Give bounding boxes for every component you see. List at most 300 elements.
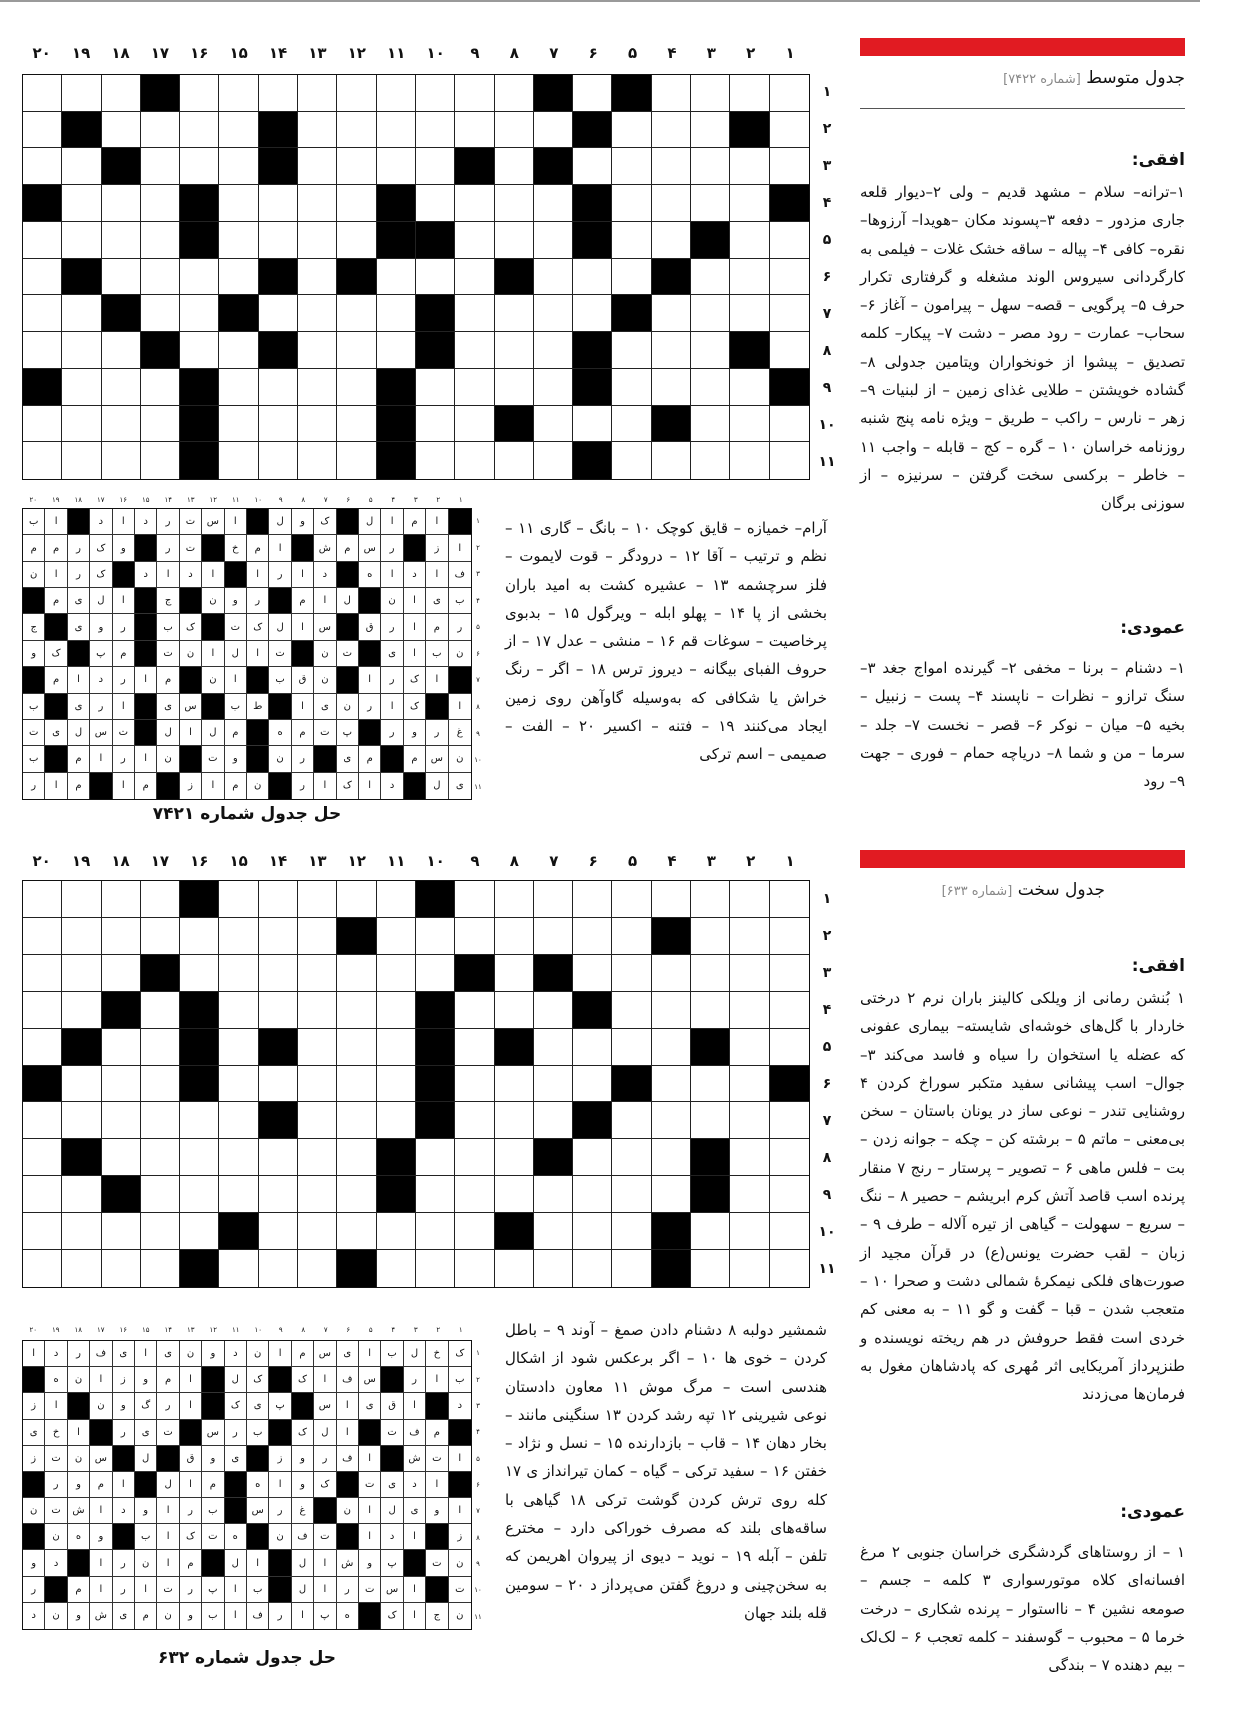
grid-cell[interactable] (259, 442, 298, 479)
grid-cell[interactable] (495, 918, 534, 955)
grid-cell[interactable] (495, 295, 534, 332)
grid-cell[interactable] (141, 1213, 180, 1250)
grid-cell[interactable] (23, 1176, 62, 1213)
grid-cell[interactable] (298, 442, 337, 479)
grid-cell[interactable] (730, 222, 769, 259)
grid-cell[interactable] (298, 259, 337, 296)
grid-cell[interactable] (730, 442, 769, 479)
grid-cell[interactable] (691, 955, 730, 992)
grid-cell[interactable] (337, 332, 376, 369)
grid-cell[interactable] (23, 406, 62, 443)
grid-cell[interactable] (730, 259, 769, 296)
grid-cell[interactable] (62, 1176, 101, 1213)
grid-cell[interactable] (337, 369, 376, 406)
grid-cell[interactable] (337, 1066, 376, 1103)
grid-cell[interactable] (691, 75, 730, 112)
grid-cell[interactable] (455, 259, 494, 296)
grid-cell[interactable] (612, 1029, 651, 1066)
grid-cell[interactable] (180, 1139, 219, 1176)
grid-cell[interactable] (23, 259, 62, 296)
grid-cell[interactable] (102, 881, 141, 918)
grid-cell[interactable] (770, 1029, 809, 1066)
grid-cell[interactable] (298, 1029, 337, 1066)
grid-cell[interactable] (495, 185, 534, 222)
grid-cell[interactable] (377, 918, 416, 955)
grid-cell[interactable] (770, 295, 809, 332)
grid-cell[interactable] (770, 1250, 809, 1287)
grid-cell[interactable] (652, 185, 691, 222)
grid-cell[interactable] (534, 295, 573, 332)
grid-cell[interactable] (219, 148, 258, 185)
grid-cell[interactable] (612, 955, 651, 992)
grid-cell[interactable] (337, 1102, 376, 1139)
grid-cell[interactable] (691, 369, 730, 406)
grid-cell[interactable] (416, 1213, 455, 1250)
grid-cell[interactable] (455, 369, 494, 406)
grid-cell[interactable] (573, 1250, 612, 1287)
grid-cell[interactable] (377, 1066, 416, 1103)
grid-cell[interactable] (23, 955, 62, 992)
grid-cell[interactable] (377, 332, 416, 369)
grid-cell[interactable] (691, 406, 730, 443)
grid-cell[interactable] (219, 881, 258, 918)
grid-cell[interactable] (259, 369, 298, 406)
grid-cell[interactable] (377, 148, 416, 185)
grid-cell[interactable] (730, 1213, 769, 1250)
grid-cell[interactable] (495, 112, 534, 149)
grid-cell[interactable] (612, 881, 651, 918)
grid-cell[interactable] (416, 955, 455, 992)
grid-cell[interactable] (691, 295, 730, 332)
grid-cell[interactable] (102, 185, 141, 222)
grid-cell[interactable] (534, 1250, 573, 1287)
grid-cell[interactable] (23, 881, 62, 918)
grid-cell[interactable] (534, 918, 573, 955)
grid-cell[interactable] (259, 918, 298, 955)
grid-cell[interactable] (62, 369, 101, 406)
grid-cell[interactable] (219, 992, 258, 1029)
grid-cell[interactable] (770, 222, 809, 259)
grid-cell[interactable] (455, 1213, 494, 1250)
grid-cell[interactable] (259, 881, 298, 918)
grid-cell[interactable] (455, 1176, 494, 1213)
grid-cell[interactable] (573, 955, 612, 992)
grid-cell[interactable] (141, 185, 180, 222)
grid-cell[interactable] (62, 332, 101, 369)
grid-cell[interactable] (102, 955, 141, 992)
grid-cell[interactable] (102, 918, 141, 955)
grid-cell[interactable] (534, 332, 573, 369)
grid-cell[interactable] (180, 1213, 219, 1250)
grid-cell[interactable] (259, 1066, 298, 1103)
grid-cell[interactable] (180, 295, 219, 332)
grid-cell[interactable] (102, 332, 141, 369)
grid-cell[interactable] (495, 369, 534, 406)
grid-cell[interactable] (62, 295, 101, 332)
grid-cell[interactable] (612, 259, 651, 296)
grid-cell[interactable] (770, 1102, 809, 1139)
grid-cell[interactable] (573, 148, 612, 185)
grid-cell[interactable] (573, 1176, 612, 1213)
grid-cell[interactable] (455, 332, 494, 369)
grid-cell[interactable] (298, 295, 337, 332)
grid-cell[interactable] (612, 185, 651, 222)
grid-cell[interactable] (141, 918, 180, 955)
grid-cell[interactable] (730, 369, 769, 406)
grid-cell[interactable] (377, 881, 416, 918)
grid-cell[interactable] (23, 1029, 62, 1066)
grid-cell[interactable] (730, 1176, 769, 1213)
grid-cell[interactable] (612, 992, 651, 1029)
grid-cell[interactable] (23, 1213, 62, 1250)
grid-cell[interactable] (612, 1250, 651, 1287)
grid-cell[interactable] (102, 1139, 141, 1176)
grid-cell[interactable] (573, 881, 612, 918)
grid-cell[interactable] (612, 332, 651, 369)
grid-cell[interactable] (612, 1176, 651, 1213)
grid-cell[interactable] (573, 295, 612, 332)
grid-cell[interactable] (102, 442, 141, 479)
grid-cell[interactable] (337, 1213, 376, 1250)
grid-cell[interactable] (652, 112, 691, 149)
grid-cell[interactable] (534, 1029, 573, 1066)
grid-cell[interactable] (691, 112, 730, 149)
grid-cell[interactable] (23, 1139, 62, 1176)
grid-cell[interactable] (298, 332, 337, 369)
grid-cell[interactable] (377, 1029, 416, 1066)
grid-cell[interactable] (337, 992, 376, 1029)
grid-cell[interactable] (495, 955, 534, 992)
grid-cell[interactable] (573, 1139, 612, 1176)
grid-cell[interactable] (691, 148, 730, 185)
grid-cell[interactable] (62, 406, 101, 443)
grid-cell[interactable] (337, 881, 376, 918)
grid-cell[interactable] (770, 1176, 809, 1213)
grid-cell[interactable] (534, 185, 573, 222)
grid-cell[interactable] (730, 185, 769, 222)
grid-cell[interactable] (102, 1066, 141, 1103)
grid-cell[interactable] (455, 881, 494, 918)
grid-cell[interactable] (259, 1250, 298, 1287)
grid-cell[interactable] (102, 259, 141, 296)
grid-cell[interactable] (730, 406, 769, 443)
grid-cell[interactable] (23, 75, 62, 112)
grid-cell[interactable] (612, 442, 651, 479)
grid-cell[interactable] (534, 1066, 573, 1103)
grid-cell[interactable] (691, 1066, 730, 1103)
grid-cell[interactable] (691, 332, 730, 369)
grid-cell[interactable] (62, 1213, 101, 1250)
grid-cell[interactable] (219, 1250, 258, 1287)
grid-cell[interactable] (62, 1102, 101, 1139)
grid-cell[interactable] (337, 1139, 376, 1176)
grid-cell[interactable] (298, 1102, 337, 1139)
grid-cell[interactable] (259, 406, 298, 443)
grid-cell[interactable] (612, 918, 651, 955)
grid-cell[interactable] (219, 1102, 258, 1139)
grid-cell[interactable] (730, 1139, 769, 1176)
grid-cell[interactable] (102, 1213, 141, 1250)
grid-cell[interactable] (730, 1066, 769, 1103)
grid-cell[interactable] (730, 148, 769, 185)
grid-cell[interactable] (62, 442, 101, 479)
grid-cell[interactable] (455, 918, 494, 955)
grid-cell[interactable] (62, 918, 101, 955)
grid-cell[interactable] (612, 222, 651, 259)
grid-cell[interactable] (23, 112, 62, 149)
grid-cell[interactable] (62, 881, 101, 918)
grid-cell[interactable] (298, 1066, 337, 1103)
grid-cell[interactable] (141, 1250, 180, 1287)
grid-cell[interactable] (652, 332, 691, 369)
grid-cell[interactable] (652, 148, 691, 185)
grid-cell[interactable] (770, 881, 809, 918)
grid-cell[interactable] (259, 295, 298, 332)
grid-cell[interactable] (337, 406, 376, 443)
grid-cell[interactable] (691, 442, 730, 479)
grid-cell[interactable] (612, 1139, 651, 1176)
grid-cell[interactable] (298, 148, 337, 185)
grid-cell[interactable] (691, 259, 730, 296)
grid-cell[interactable] (455, 406, 494, 443)
grid-cell[interactable] (455, 295, 494, 332)
grid-cell[interactable] (219, 1139, 258, 1176)
grid-cell[interactable] (298, 918, 337, 955)
grid-cell[interactable] (652, 295, 691, 332)
grid-cell[interactable] (62, 222, 101, 259)
grid-cell[interactable] (770, 955, 809, 992)
grid-cell[interactable] (495, 148, 534, 185)
grid-cell[interactable] (612, 148, 651, 185)
grid-cell[interactable] (180, 112, 219, 149)
grid-cell[interactable] (337, 1029, 376, 1066)
grid-cell[interactable] (730, 75, 769, 112)
grid-cell[interactable] (219, 222, 258, 259)
grid-cell[interactable] (259, 75, 298, 112)
grid-cell[interactable] (612, 369, 651, 406)
grid-cell[interactable] (770, 112, 809, 149)
grid-cell[interactable] (534, 1176, 573, 1213)
grid-cell[interactable] (534, 881, 573, 918)
grid-cell[interactable] (534, 442, 573, 479)
grid-cell[interactable] (377, 992, 416, 1029)
grid-cell[interactable] (770, 406, 809, 443)
grid-cell[interactable] (298, 1176, 337, 1213)
grid-cell[interactable] (259, 222, 298, 259)
grid-cell[interactable] (23, 1102, 62, 1139)
grid-cell[interactable] (298, 112, 337, 149)
grid-cell[interactable] (180, 259, 219, 296)
grid-cell[interactable] (23, 1250, 62, 1287)
grid-cell[interactable] (691, 918, 730, 955)
grid-cell[interactable] (573, 1066, 612, 1103)
grid-cell[interactable] (298, 1139, 337, 1176)
grid-cell[interactable] (219, 406, 258, 443)
grid-cell[interactable] (416, 112, 455, 149)
grid-cell[interactable] (141, 222, 180, 259)
grid-cell[interactable] (455, 1029, 494, 1066)
grid-cell[interactable] (102, 75, 141, 112)
grid-cell[interactable] (416, 259, 455, 296)
grid-cell[interactable] (495, 222, 534, 259)
grid-cell[interactable] (534, 112, 573, 149)
grid-cell[interactable] (102, 1250, 141, 1287)
grid-cell[interactable] (455, 222, 494, 259)
grid-cell[interactable] (691, 1213, 730, 1250)
grid-cell[interactable] (298, 222, 337, 259)
grid-cell[interactable] (259, 955, 298, 992)
grid-cell[interactable] (416, 442, 455, 479)
grid-cell[interactable] (298, 992, 337, 1029)
grid-cell[interactable] (180, 1176, 219, 1213)
grid-cell[interactable] (23, 332, 62, 369)
grid-cell[interactable] (455, 1102, 494, 1139)
grid-cell[interactable] (495, 881, 534, 918)
grid-cell[interactable] (612, 1102, 651, 1139)
grid-cell[interactable] (730, 918, 769, 955)
grid-cell[interactable] (691, 185, 730, 222)
grid-cell[interactable] (455, 1250, 494, 1287)
grid-cell[interactable] (691, 1102, 730, 1139)
grid-cell[interactable] (416, 406, 455, 443)
grid-cell[interactable] (141, 1102, 180, 1139)
grid-cell[interactable] (652, 75, 691, 112)
grid-cell[interactable] (652, 1139, 691, 1176)
grid-cell[interactable] (455, 185, 494, 222)
grid-cell[interactable] (141, 881, 180, 918)
grid-cell[interactable] (337, 442, 376, 479)
grid-cell[interactable] (298, 75, 337, 112)
grid-cell[interactable] (219, 112, 258, 149)
grid-cell[interactable] (219, 1176, 258, 1213)
grid-cell[interactable] (102, 406, 141, 443)
grid-cell[interactable] (416, 185, 455, 222)
grid-cell[interactable] (377, 112, 416, 149)
grid-cell[interactable] (62, 955, 101, 992)
grid-cell[interactable] (23, 992, 62, 1029)
grid-cell[interactable] (377, 295, 416, 332)
grid-cell[interactable] (141, 406, 180, 443)
grid-cell[interactable] (730, 1250, 769, 1287)
grid-cell[interactable] (770, 918, 809, 955)
grid-cell[interactable] (730, 881, 769, 918)
grid-cell[interactable] (416, 1250, 455, 1287)
grid-cell[interactable] (770, 442, 809, 479)
grid-cell[interactable] (298, 1250, 337, 1287)
grid-cell[interactable] (337, 75, 376, 112)
grid-cell[interactable] (612, 406, 651, 443)
grid-cell[interactable] (337, 148, 376, 185)
grid-cell[interactable] (534, 222, 573, 259)
grid-cell[interactable] (259, 1139, 298, 1176)
grid-cell[interactable] (377, 1213, 416, 1250)
grid-cell[interactable] (259, 1213, 298, 1250)
grid-cell[interactable] (652, 955, 691, 992)
grid-cell[interactable] (730, 1102, 769, 1139)
grid-cell[interactable] (337, 112, 376, 149)
grid-cell[interactable] (455, 75, 494, 112)
grid-cell[interactable] (455, 442, 494, 479)
grid-cell[interactable] (416, 918, 455, 955)
grid-cell[interactable] (219, 918, 258, 955)
grid-cell[interactable] (141, 1139, 180, 1176)
grid-cell[interactable] (62, 1066, 101, 1103)
grid-cell[interactable] (770, 332, 809, 369)
grid-cell[interactable] (141, 295, 180, 332)
grid-cell[interactable] (770, 1213, 809, 1250)
grid-cell[interactable] (219, 1066, 258, 1103)
grid-cell[interactable] (573, 1029, 612, 1066)
grid-cell[interactable] (219, 259, 258, 296)
grid-cell[interactable] (691, 992, 730, 1029)
grid-cell[interactable] (416, 1176, 455, 1213)
grid-cell[interactable] (495, 442, 534, 479)
grid-cell[interactable] (534, 1213, 573, 1250)
grid-cell[interactable] (337, 295, 376, 332)
grid-cell[interactable] (141, 148, 180, 185)
grid-cell[interactable] (298, 881, 337, 918)
grid-cell[interactable] (377, 1102, 416, 1139)
grid-cell[interactable] (573, 75, 612, 112)
grid-cell[interactable] (534, 369, 573, 406)
grid-cell[interactable] (770, 75, 809, 112)
grid-cell[interactable] (141, 369, 180, 406)
grid-cell[interactable] (730, 295, 769, 332)
grid-cell[interactable] (219, 332, 258, 369)
grid-cell[interactable] (495, 992, 534, 1029)
grid-cell[interactable] (455, 112, 494, 149)
grid-cell[interactable] (219, 442, 258, 479)
grid-cell[interactable] (573, 1213, 612, 1250)
grid-cell[interactable] (377, 259, 416, 296)
grid-cell[interactable] (180, 75, 219, 112)
grid-cell[interactable] (23, 222, 62, 259)
grid-cell[interactable] (416, 1139, 455, 1176)
grid-cell[interactable] (652, 992, 691, 1029)
grid-cell[interactable] (298, 1213, 337, 1250)
grid-cell[interactable] (259, 1176, 298, 1213)
grid-cell[interactable] (102, 1029, 141, 1066)
grid-cell[interactable] (141, 1029, 180, 1066)
grid-cell[interactable] (337, 185, 376, 222)
grid-cell[interactable] (652, 369, 691, 406)
grid-cell[interactable] (534, 406, 573, 443)
grid-cell[interactable] (23, 918, 62, 955)
grid-cell[interactable] (652, 881, 691, 918)
grid-cell[interactable] (377, 955, 416, 992)
grid-cell[interactable] (455, 1066, 494, 1103)
grid-cell[interactable] (377, 1250, 416, 1287)
grid-cell[interactable] (298, 369, 337, 406)
grid-cell[interactable] (102, 112, 141, 149)
grid-cell[interactable] (141, 1176, 180, 1213)
grid-cell[interactable] (652, 1029, 691, 1066)
grid-cell[interactable] (495, 1250, 534, 1287)
grid-cell[interactable] (23, 442, 62, 479)
grid-cell[interactable] (102, 1102, 141, 1139)
grid-cell[interactable] (652, 442, 691, 479)
grid-cell[interactable] (219, 955, 258, 992)
grid-cell[interactable] (534, 1102, 573, 1139)
grid-cell[interactable] (219, 1029, 258, 1066)
grid-cell[interactable] (337, 222, 376, 259)
grid-cell[interactable] (141, 1066, 180, 1103)
grid-cell[interactable] (730, 955, 769, 992)
grid-cell[interactable] (495, 332, 534, 369)
grid-cell[interactable] (180, 148, 219, 185)
grid-cell[interactable] (141, 259, 180, 296)
grid-cell[interactable] (141, 992, 180, 1029)
